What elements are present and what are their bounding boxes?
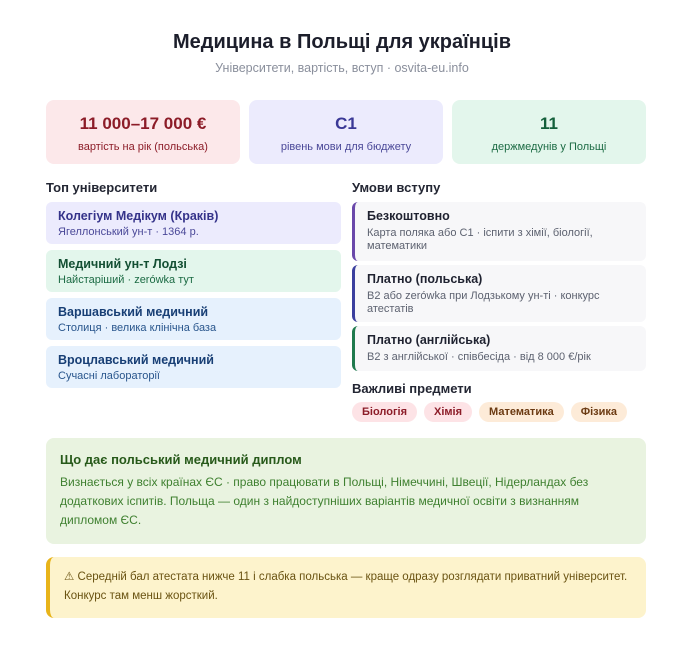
diploma-info-box xyxy=(46,438,646,544)
stat-card-cost xyxy=(46,100,240,164)
university-name: Медичний ун-т Лодзі xyxy=(58,257,187,271)
warning-message: Середній бал атестата нижче 11 і слабка польська — краще одразу розглядати приватний університет. Конкурс там менш жорсткий. xyxy=(64,571,628,602)
admission-name: Платно (польська) xyxy=(367,272,483,286)
university-desc: Ягеллонський ун-т · 1364 р. xyxy=(58,226,199,238)
diploma-text: Визнається у всіх країнах ЄС · право працювати в Польщі, Німеччині, Швеції, Нідерландах без додаткових іспитів. Польща — один з найдоступніших варіантів медичної освіти з визнанням дипломом ЄС. xyxy=(60,475,589,527)
page-title: Медицина в Польщі для українців xyxy=(172,31,511,53)
stat-card-language xyxy=(249,100,443,164)
university-desc: Столиця · велика клінічна база xyxy=(58,322,217,334)
admission-desc: B2 з англійської · співбесіда · від 8 000 €/рік xyxy=(367,351,591,363)
university-card-warsaw xyxy=(46,298,341,340)
stat-value: 11 000–17 000 € xyxy=(79,114,207,133)
stats-row xyxy=(46,100,646,164)
university-desc: Найстаріший · zerówka тут xyxy=(58,274,194,286)
warning-text xyxy=(64,568,632,606)
admission-name: Безкоштовно xyxy=(367,209,450,223)
university-name: Вроцлавський медичний xyxy=(58,353,214,367)
admission-card-paid-english xyxy=(352,326,646,371)
admission-desc: Карта поляка або C1 · іспити з хімії, біології, математики xyxy=(367,227,593,252)
subject-chip-biology: Біологія xyxy=(352,402,417,422)
admission-heading: Умови вступу xyxy=(352,180,441,195)
stat-card-universities xyxy=(452,100,646,164)
university-name: Колегіум Медікум (Краків) xyxy=(58,209,219,223)
university-card-krakow xyxy=(46,202,341,244)
warning-box xyxy=(46,557,646,618)
diploma-heading: Що дає польський медичний диплом xyxy=(60,452,302,467)
universities-heading: Топ університети xyxy=(46,180,158,195)
stat-label: рівень мови для бюджету xyxy=(280,141,412,153)
subject-chip-physics: Фізика xyxy=(571,402,627,422)
stat-label: вартість на рік (польська) xyxy=(78,141,208,153)
university-desc: Сучасні лабораторії xyxy=(58,370,160,382)
subjects-list xyxy=(352,402,627,422)
university-card-wroclaw xyxy=(46,346,341,388)
page-subtitle: Університети, вартість, вступ · osvita-eu.info xyxy=(215,61,469,75)
admission-card-paid-polish xyxy=(352,265,646,322)
university-card-lodz xyxy=(46,250,341,292)
stat-value: 11 xyxy=(540,114,558,133)
admission-name: Платно (англійська) xyxy=(367,333,491,347)
admission-desc: B2 або zerówka при Лодзькому ун-ті · конкурс атестатів xyxy=(367,290,600,315)
university-name: Варшавський медичний xyxy=(58,305,209,319)
admission-card-free xyxy=(352,202,646,261)
subjects-heading: Важливі предмети xyxy=(352,381,472,396)
warning-icon: ⚠ xyxy=(64,571,75,583)
subject-chip-math: Математика xyxy=(479,402,564,422)
stat-value: C1 xyxy=(335,114,357,133)
stat-label: держмедунів у Польщі xyxy=(491,141,607,153)
subject-chip-chemistry: Хімія xyxy=(424,402,472,422)
